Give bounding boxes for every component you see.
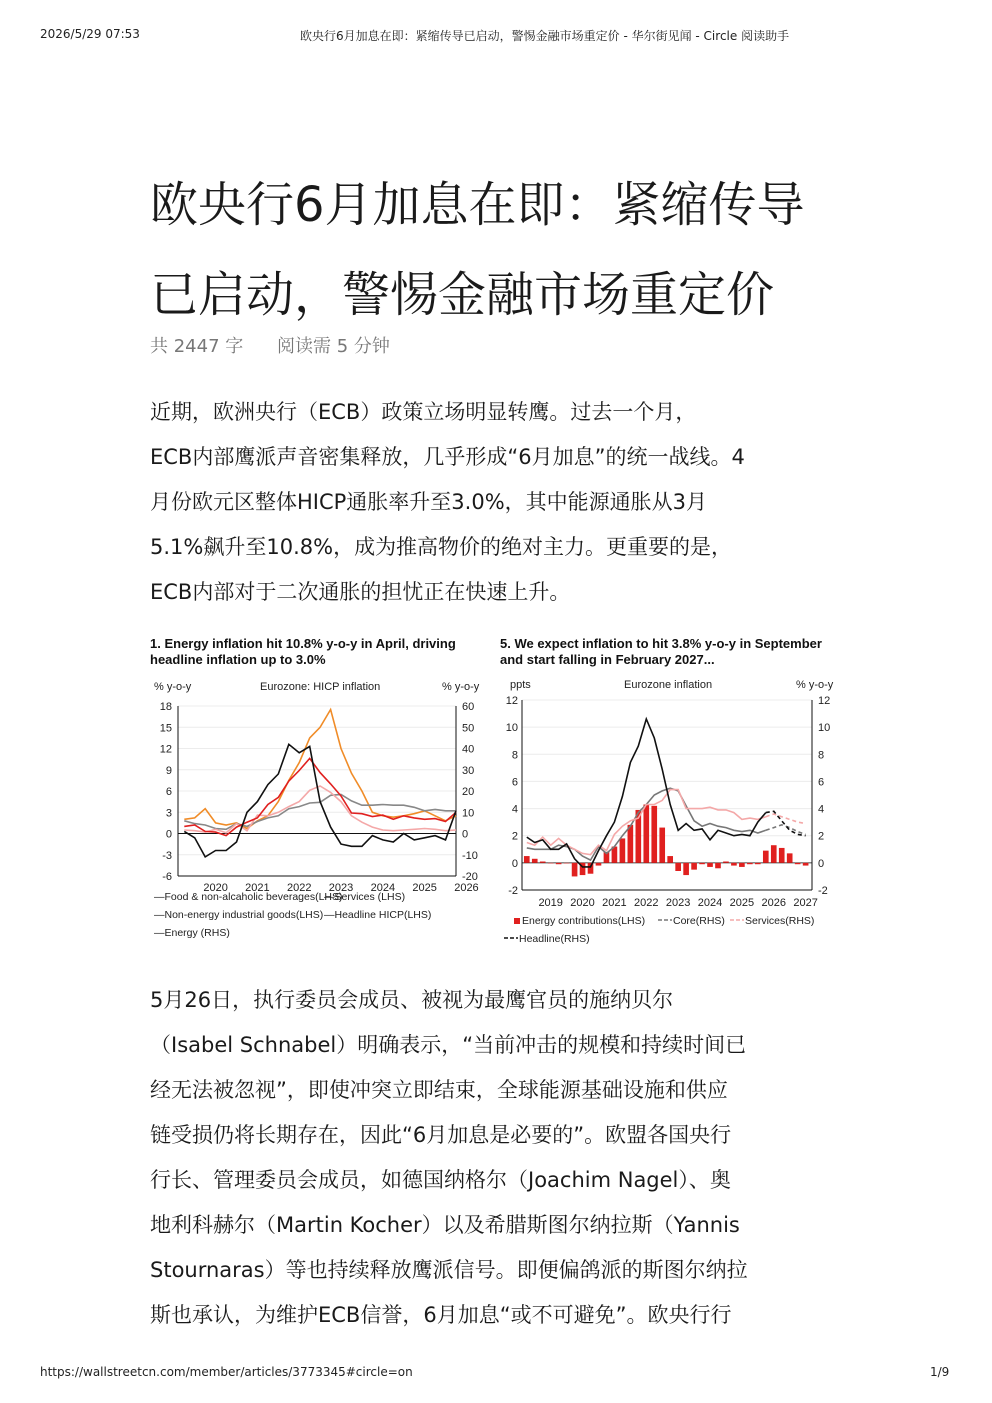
- paragraph-line: 5月26日，执行委员会成员、被视为最鹰官员的施纳贝尔: [150, 988, 674, 1012]
- paragraph-line: 行长、管理委员会成员，如德国纳格尔（Joachim Nagel）、奥: [150, 1168, 731, 1192]
- legend-entry: Services(RHS): [745, 915, 815, 927]
- read-time: 阅读需 5 分钟: [277, 336, 390, 357]
- y-tick-label-right: 8: [818, 749, 825, 762]
- y-tick-label-left: 12: [159, 743, 172, 756]
- legend-entry: —Energy (RHS): [154, 927, 230, 939]
- y-tick-label-right: 0: [462, 828, 469, 841]
- y-tick-label-right: -10: [462, 849, 478, 862]
- chart-svg: [500, 668, 840, 958]
- x-tick-label: 2022: [286, 882, 312, 894]
- y-tick-label-right: 60: [462, 701, 475, 713]
- y-tick-label-left: 0: [165, 828, 172, 841]
- energy-bar: [524, 856, 530, 863]
- energy-bar: [731, 863, 737, 866]
- y-tick-label-right: -20: [462, 871, 478, 883]
- x-tick-label: 2020: [570, 897, 595, 909]
- x-tick-label: 2025: [412, 882, 437, 894]
- x-tick-label: 2024: [370, 882, 396, 894]
- y-tick-label-left: -3: [162, 849, 172, 862]
- y-tick-label-right: 4: [818, 803, 825, 816]
- print-url: https://wallstreetcn.com/member/articles/3773345#circle=on: [40, 1365, 413, 1379]
- y-tick-label-right: 10: [462, 807, 475, 820]
- energy-bar: [667, 856, 673, 863]
- energy-bar: [755, 863, 761, 864]
- y-tick-label-left: 0: [511, 857, 518, 870]
- y-tick-label-left: 6: [511, 776, 518, 789]
- y-tick-label-right: 12: [818, 695, 831, 707]
- paragraph-line: 5.1%飙升至10.8%，成为推高物价的绝对主力。更重要的是，: [150, 535, 733, 559]
- energy-bar: [643, 805, 649, 863]
- y-tick-label-left: 3: [165, 807, 172, 820]
- y-tick-label-right: 30: [462, 764, 475, 777]
- energy-bar: [659, 828, 665, 863]
- y-tick-label-right: 50: [462, 722, 475, 735]
- y-tick-label-right: 10: [818, 722, 831, 735]
- energy-bar: [707, 863, 713, 867]
- y-tick-label-left: -2: [508, 885, 518, 897]
- x-tick-label: 2021: [602, 897, 627, 909]
- energy-bar: [787, 853, 793, 863]
- x-tick-label: 2022: [634, 897, 659, 909]
- y-tick-label-right: -2: [818, 885, 828, 897]
- energy-bar: [763, 851, 769, 863]
- energy-bar: [691, 863, 697, 870]
- x-tick-label: 2019: [538, 897, 563, 909]
- energy-bar: [564, 863, 570, 864]
- series-line: [184, 786, 456, 833]
- article-title-line: 欧央行6月加息在即：紧缩传导: [150, 177, 805, 233]
- y-tick-label-left: 12: [505, 695, 518, 707]
- energy-bar: [715, 863, 721, 868]
- energy-bar: [747, 863, 753, 864]
- x-tick-label: 2020: [203, 882, 228, 894]
- legend-entry: —Headline HICP(LHS): [324, 909, 432, 921]
- energy-bar: [683, 863, 689, 875]
- y-tick-label-left: 8: [511, 749, 518, 762]
- y-tick-label-left: 9: [165, 764, 172, 777]
- paragraph-line: 近期，欧洲央行（ECB）政策立场明显转鹰。过去一个月，: [150, 400, 697, 424]
- energy-bar: [620, 838, 626, 862]
- y-tick-label-left: 6: [165, 786, 172, 798]
- article-title-line: 已启动，警惕金融市场重定价: [150, 267, 775, 323]
- paragraph-line: ECB内部鹰派声音密集释放，几乎形成“6月加息”的统一战线。4: [150, 445, 745, 469]
- page-number: 1/9: [930, 1365, 950, 1379]
- x-tick-label: 2026: [454, 882, 479, 894]
- x-tick-label: 2024: [697, 897, 723, 909]
- energy-bar: [540, 862, 546, 863]
- word-count: 共 2447 字: [150, 336, 244, 357]
- legend-entry: —Services (LHS): [324, 891, 406, 903]
- energy-bar: [556, 863, 562, 864]
- chart-inflation-forecast: [500, 636, 840, 956]
- y-axis-label-left: % y-o-y: [154, 681, 192, 693]
- y-axis-label-right: % y-o-y: [796, 679, 834, 691]
- energy-bar: [699, 863, 705, 864]
- x-tick-label: 2025: [729, 897, 755, 909]
- x-tick-label: 2021: [245, 882, 270, 894]
- y-tick-label-left: 15: [159, 722, 172, 735]
- y-tick-label-left: 2: [511, 830, 518, 843]
- energy-bar: [572, 863, 578, 877]
- y-tick-label-left: 10: [505, 722, 518, 735]
- paragraph-line: 地利科赫尔（Martin Kocher）以及希腊斯图尔纳拉斯（Yannis: [150, 1213, 740, 1237]
- x-tick-label: 2023: [328, 882, 354, 894]
- legend-entry: —Non-energy industrial goods(LHS): [154, 909, 324, 921]
- legend-entry: Core(RHS): [673, 915, 725, 927]
- energy-bar: [532, 859, 538, 863]
- y-axis-label-right: % y-o-y: [442, 681, 480, 693]
- energy-bar: [651, 806, 657, 863]
- y-tick-label-right: 2: [818, 830, 825, 843]
- print-page-title: 欧央行6月加息在即：紧缩传导已启动，警惕金融市场重定价 - 华尔街见闻 - Circle 阅读助手: [300, 29, 790, 43]
- x-tick-label: 2026: [761, 897, 787, 909]
- chart-subtitle: Eurozone inflation: [624, 679, 713, 691]
- series-line: [184, 744, 456, 857]
- energy-bar: [675, 863, 681, 871]
- y-tick-label-left: -6: [162, 871, 172, 883]
- y-tick-label-left: 4: [511, 803, 518, 816]
- paragraph-line: Stournaras）等也持续释放鹰派信号。即便偏鸽派的斯图尔纳拉: [150, 1258, 748, 1282]
- chart-subtitle: Eurozone: HICP inflation: [260, 681, 381, 693]
- legend-entry: Headline(RHS): [519, 933, 590, 945]
- y-axis-label-left: ppts: [510, 679, 531, 691]
- y-tick-label-right: 6: [818, 776, 825, 789]
- print-datetime: 2026/5/29 07:53: [40, 27, 140, 41]
- x-tick-label: 2023: [665, 897, 691, 909]
- article-title: [150, 160, 870, 340]
- paragraph-line: 经无法被忽视”，即使冲突立即结束，全球能源基础设施和供应: [150, 1078, 728, 1102]
- energy-bar: [803, 863, 809, 866]
- series-line-forecast: [766, 825, 806, 835]
- chart-svg: [150, 668, 490, 958]
- energy-bar: [596, 863, 602, 866]
- x-tick-label: 2027: [793, 897, 818, 909]
- energy-bar: [771, 845, 777, 863]
- energy-bar: [723, 862, 729, 863]
- energy-bar: [739, 863, 745, 867]
- article-paragraph: [150, 390, 850, 615]
- paragraph-line: 月份欧元区整体HICP通胀率升至3.0%，其中能源通胀从3月: [150, 490, 708, 514]
- y-tick-label-right: 0: [818, 857, 825, 870]
- article-meta: [150, 332, 418, 358]
- paragraph-line: ECB内部对于二次通胀的担忧正在快速上升。: [150, 580, 571, 604]
- legend-swatch: [514, 918, 520, 924]
- paragraph-line: 链受损仍将长期存在，因此“6月加息是必要的”。欧盟各国央行: [150, 1123, 732, 1147]
- chart-title: 1. Energy inflation hit 10.8% y-o-y in April, driving headline inflation up to 3.0%: [150, 636, 456, 667]
- chart-title: 5. We expect inflation to hit 3.8% y-o-y in September and start falling in February 2027...: [500, 636, 822, 667]
- legend-entry: —Food & non-alcaholic beverages(LHS): [154, 891, 343, 903]
- energy-bar: [628, 825, 634, 863]
- article-paragraph: [150, 978, 850, 1338]
- series-line-forecast: [766, 814, 806, 824]
- legend-entry: Energy contributions(LHS): [522, 915, 646, 927]
- chart-energy-inflation: [150, 636, 490, 956]
- energy-bar: [548, 863, 554, 864]
- energy-bar: [779, 848, 785, 863]
- paragraph-line: 斯也承认，为维护ECB信誉，6月加息“或不可避免”。欧央行行: [150, 1303, 732, 1327]
- y-tick-label-right: 20: [462, 786, 475, 798]
- paragraph-line: （Isabel Schnabel）明确表示，“当前冲击的规模和持续时间已: [150, 1033, 747, 1057]
- y-tick-label-left: 18: [159, 701, 172, 713]
- energy-bar: [795, 863, 801, 864]
- y-tick-label-right: 40: [462, 743, 475, 756]
